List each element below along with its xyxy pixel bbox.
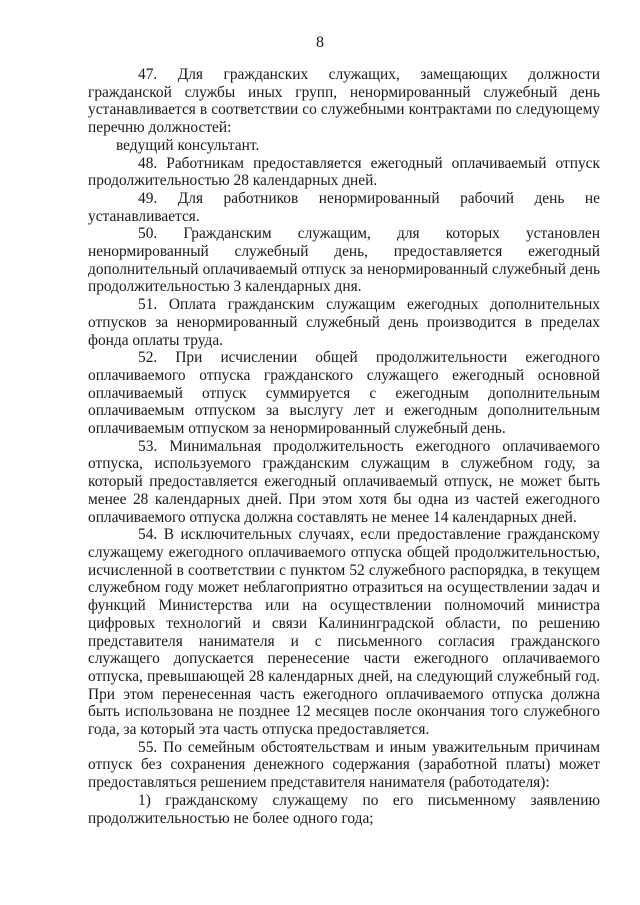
paragraph-49: 49. Для работников ненормированный рабочий день не устанавливается. xyxy=(88,189,600,225)
paragraph-47-position: ведущий консультант. xyxy=(116,136,260,154)
paragraph-53: 53. Минимальная продолжительность ежегодного оплачиваемого отпуска, используемого гражданским служащим в служебном году, за который предоставляется ежегодный оплачиваемый отпуск, не может быть менее 28 календарных дней. При этом хотя бы одна из частей ежегодного оплачиваемого отпуска должна составлять не менее 14 календарных дней. xyxy=(88,437,600,526)
paragraph-54: 54. В исключительных случаях, если предоставление гражданскому служащему ежегодного оплачиваемого отпуска общей продолжительностью, исчисленной в соответствии с пунктом 52 служебного распорядка, в текущем служебном году может неблагоприятно отразиться на осуществлении задач и функций Министерства или на осуществлении полномочий министра цифровых технологий и связи Калининградской области, по решению представителя нанимателя и с письменного согласия гражданского служащего допускается перенесение части ежегодного оплачиваемого отпуска, превышающей 28 календарных дней, на следующий служебный год. При этом перенесенная часть ежегодного оплачиваемого отпуска должна быть использована не позднее 12 месяцев после окончания того служебного года, за который эта часть отпуска предоставляется. xyxy=(88,526,600,739)
page-number: 8 xyxy=(316,34,324,51)
paragraph-55: 55. По семейным обстоятельствам и иным уважительным причинам отпуск без сохранения денежного содержания (заработной платы) может предоставляться решением представителя нанимателя (работодателя): xyxy=(88,738,600,792)
paragraph-48: 48. Работникам предоставляется ежегодный оплачиваемый отпуск продолжительностью 28 календарных дней. xyxy=(88,154,600,190)
paragraph-52: 52. При исчислении общей продолжительности ежегодного оплачиваемого отпуска гражданского служащего ежегодный основной оплачиваемый отпуск суммируется с ежегодным дополнительным оплачиваемым отпуском за выслугу лет и ежегодным дополнительным оплачиваемым отпуском за ненормированный служебный день. xyxy=(88,349,600,438)
document-body xyxy=(88,66,600,827)
paragraph-50: 50. Гражданским служащим, для которых установлен ненормированный служебный день, предоставляется ежегодный дополнительный оплачиваемый отпуск за ненормированный служебный день продолжительностью 3 календарных дня. xyxy=(88,225,600,296)
paragraph-51: 51. Оплата гражданским служащим ежегодных дополнительных отпусков за ненормированный служебный день производится в пределах фонда оплаты труда. xyxy=(88,296,600,349)
paragraph-47: 47. Для гражданских служащих, замещающих должности гражданской службы иных групп, ненормированный служебный день устанавливается в соответствии со служебными контрактами по следующему перечню должностей: xyxy=(88,66,600,137)
paragraph-55-item-1: 1) гражданскому служащему по его письменному заявлению продолжительностью не более одного года; xyxy=(88,791,600,827)
